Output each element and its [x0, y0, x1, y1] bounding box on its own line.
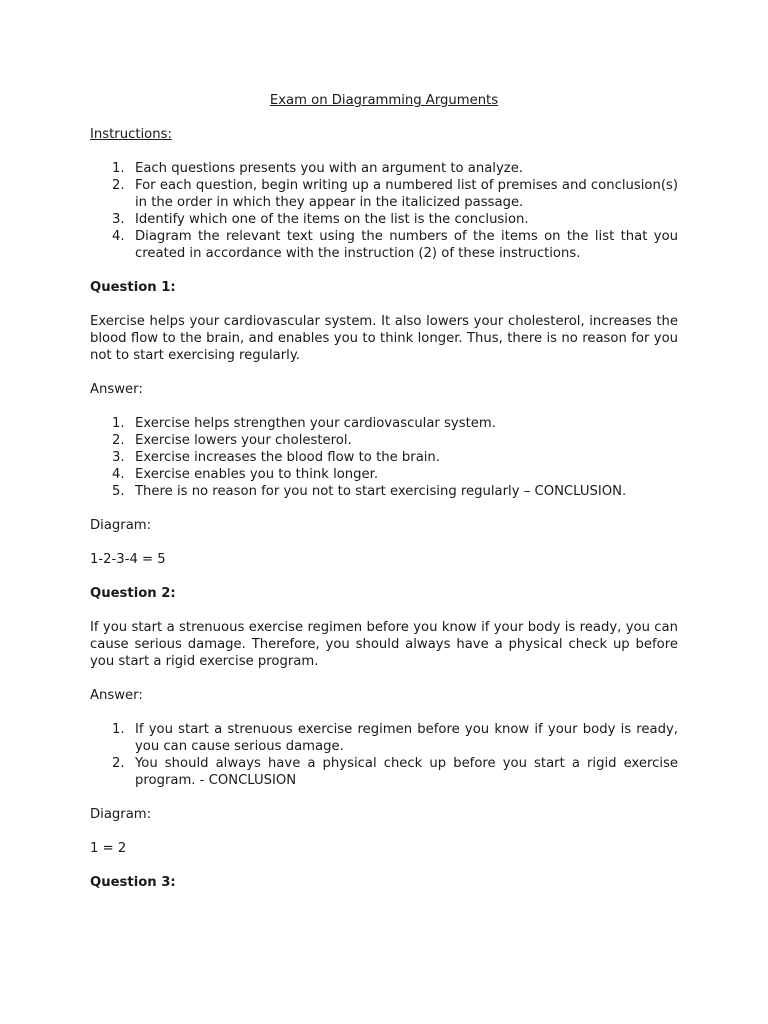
question-2-answer-label: Answer: — [90, 688, 143, 703]
question-2-diagram-label: Diagram: — [90, 807, 152, 822]
instructions-list — [90, 160, 678, 262]
question-1-passage: Exercise helps your cardiovascular system. It also lowers your cholesterol, increases the blood flow to the brain, and enables you to think longer. Thus, there is no reason for you not to start exercising regularly. — [90, 314, 678, 363]
question-3-heading: Question 3: — [90, 875, 176, 890]
question-1-answer-list — [90, 415, 678, 500]
question-2-passage: If you start a strenuous exercise regimen before you know if your body is ready, you can cause serious damage. Therefore, you should always have a physical check up before you start a rigid exercise program. — [90, 620, 678, 669]
question-1-heading: Question 1: — [90, 280, 176, 295]
question-2-answer-list — [90, 721, 678, 789]
instructions-heading: Instructions: — [90, 127, 172, 142]
list-item: 1. If you start a strenuous exercise regimen before you know if your body is ready, you can cause serious damage. — [112, 722, 678, 754]
question-1-answer-label: Answer: — [90, 382, 143, 397]
question-1-diagram-label: Diagram: — [90, 518, 152, 533]
list-item: 3. Identify which one of the items on the list is the conclusion. — [112, 212, 529, 227]
document-title: Exam on Diagramming Arguments — [269, 93, 499, 108]
list-item: 4. Exercise enables you to think longer. — [112, 467, 379, 482]
list-item: 5. There is no reason for you not to start exercising regularly – CONCLUSION. — [112, 484, 627, 499]
list-item: 4. Diagram the relevant text using the numbers of the items on the list that you created in accordance with the instruction (2) of these instructions. — [112, 229, 678, 261]
document-page — [90, 92, 678, 908]
question-1-diagram: 1-2-3-4 = 5 — [90, 552, 166, 567]
list-item: 1. Each questions presents you with an argument to analyze. — [112, 161, 523, 176]
list-item: 3. Exercise increases the blood flow to the brain. — [112, 450, 440, 465]
list-item: 2. Exercise lowers your cholesterol. — [112, 433, 352, 448]
question-2-heading: Question 2: — [90, 586, 176, 601]
list-item: 2. For each question, begin writing up a numbered list of premises and conclusion(s) in the order in which they appear in the italicized passage. — [112, 178, 678, 210]
list-item: 2. You should always have a physical check up before you start a rigid exercise program. - CONCLUSION — [112, 756, 678, 788]
question-2-diagram: 1 = 2 — [90, 841, 127, 856]
list-item: 1. Exercise helps strengthen your cardiovascular system. — [112, 416, 496, 431]
